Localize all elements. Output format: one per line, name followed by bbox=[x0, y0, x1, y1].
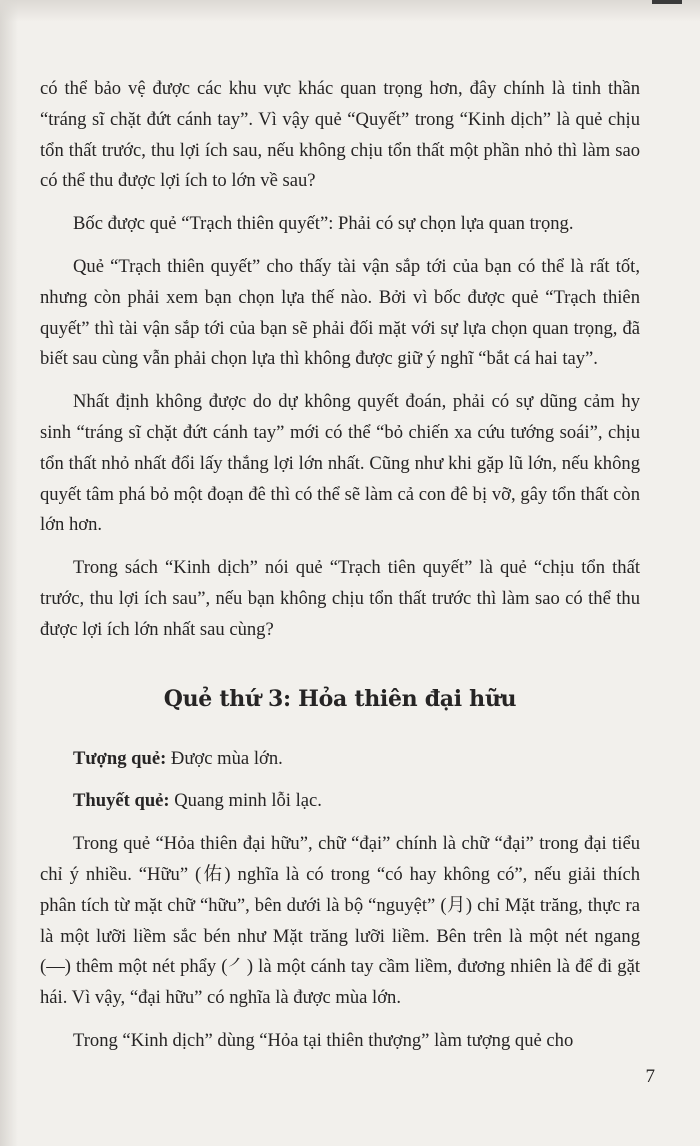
page-body bbox=[40, 74, 640, 1069]
paragraph: Trong quẻ “Hỏa thiên đại hữu”, chữ “đại” chính là chữ “đại” trong đại tiểu chỉ ý nhiều. “Hữu” (佑) nghĩa là có trong “có hay không có”, nếu giải thích phân tích từ mặt chữ “hữu”, bên dưới là bộ “nguyệt” (月) chỉ Mặt trăng, thực ra là một lưỡi liềm sắc bén như Mặt trăng lưỡi liềm. Bên trên là một nét ngang (—) thêm một nét phẩy (㇒) là một cánh tay cầm liềm, đương nhiên là để đi gặt hái. Vì vậy, “đại hữu” có nghĩa là được mùa lớn. bbox=[40, 833, 640, 1009]
tuong-que-label: Tượng quẻ: bbox=[73, 747, 167, 769]
page-top-shadow bbox=[0, 0, 700, 22]
tuong-que-line bbox=[40, 744, 640, 775]
thuyet-que-line bbox=[40, 786, 640, 817]
paragraph: Nhất định không được do dự không quyết đoán, phải có sự dũng cảm hy sinh “tráng sĩ chặt đứt cánh tay” mới có thể “bỏ chiến xa cứu tướng soái”, chịu tổn thất nhỏ nhất đổi lấy thắng lợi lớn nhất. Cũng như khi gặp lũ lớn, nếu không quyết tâm phá bỏ một đoạn đê thì có thể sẽ làm cả con đê bị vỡ, gây tổn thất còn lớn hơn. bbox=[40, 391, 640, 536]
page-number: 7 bbox=[645, 1066, 655, 1087]
tuong-que-text: Được mùa lớn. bbox=[166, 747, 283, 769]
paragraph: Quẻ “Trạch thiên quyết” cho thấy tài vận sắp tới của bạn có thể là rất tốt, nhưng còn phải xem bạn chọn lựa thế nào. Bởi vì bốc được quẻ “Trạch thiên quyết” thì tài vận sắp tới của bạn sẽ phải đối mặt với sự lựa chọn quan trọng, đã biết sau cùng vẫn phải chọn lựa thì không được giữ ý nghĩ “bắt cá hai tay”. bbox=[40, 255, 640, 370]
section-heading: Quẻ thứ 3: Hỏa thiên đại hữu bbox=[163, 685, 517, 712]
thuyet-que-label: Thuyết quẻ: bbox=[73, 790, 170, 812]
paragraph: Bốc được quẻ “Trạch thiên quyết”: Phải có sự chọn lựa quan trọng. bbox=[73, 213, 574, 235]
thuyet-que-text: Quang minh lỗi lạc. bbox=[169, 790, 322, 812]
paragraph: Trong sách “Kinh dịch” nói quẻ “Trạch tiên quyết” là quẻ “chịu tổn thất trước, thu lợi ích sau”, nếu bạn không chịu tổn thất trước thì làm sao có thể thu được lợi ích lớn nhất sau cùng? bbox=[40, 557, 640, 640]
paragraph: Trong “Kinh dịch” dùng “Hỏa tại thiên thượng” làm tượng quẻ cho bbox=[73, 1029, 574, 1051]
page-top-mark bbox=[652, 0, 682, 4]
paragraph-continuation: có thể bảo vệ được các khu vực khác quan trọng hơn, đây chính là tinh thần “tráng sĩ chặt đứt cánh tay”. Vì vậy quẻ “Quyết” trong “Kinh dịch” là quẻ chịu tổn thất trước, thu lợi ích sau, nếu không chịu tổn thất một phần nhỏ thì làm sao có thể thu được lợi ích to lớn về sau? bbox=[40, 78, 640, 192]
page-gutter-shadow bbox=[0, 0, 18, 1146]
